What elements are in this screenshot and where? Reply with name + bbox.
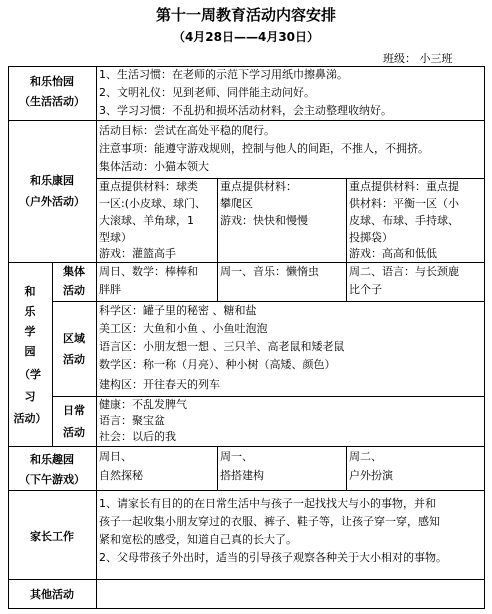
richang-line: 语言：聚宝盆 <box>99 414 165 427</box>
hexue-side-char: （学 <box>19 368 41 381</box>
heyou-cell-line: 周日、 <box>99 450 132 463</box>
hekang-col1-line: 一区:(小皮球、球门、 <box>99 197 206 210</box>
jiti-cell-line: 胖胖 <box>99 283 121 296</box>
quyu-label: 区域 <box>63 332 85 345</box>
jiti-cell-line: 比个子 <box>349 283 382 296</box>
richang-line: 社会：以后的我 <box>99 430 176 443</box>
heyi-subtitle: （生活活动） <box>19 95 85 108</box>
hekang-col3-line: 重点提供材料：重点提 <box>349 180 459 193</box>
hexue-side-char: 园 <box>24 345 36 358</box>
parents-line: 2、父母带孩子外出时，适当的引导孩子观察各种关于大小相对的事物。 <box>99 551 447 564</box>
heyi-line: 2、文明礼仪：见到老师、同伴能主动问好。 <box>99 86 315 99</box>
heyou-cell-line: 户外扮演 <box>349 469 393 482</box>
hexue-side-char: 习 <box>24 390 36 403</box>
hekang-col1-line: 重点提供材料：球类 <box>99 180 198 193</box>
hexue-side-char: 和 <box>24 285 36 298</box>
hekang-col3-line: 游戏：高高和低低 <box>349 247 437 260</box>
heyou-cell-line: 自然探秘 <box>99 469 143 482</box>
hekang-col1-line: 大滚球、羊角球，1 <box>99 214 194 227</box>
hekang-group: 集体活动：小猫本领大 <box>99 160 209 173</box>
richang-label: 活动 <box>63 426 85 439</box>
hekang-note: 注意事项：能遵守游戏规则，控制与他人的间距，不推人，不拥挤。 <box>99 142 429 155</box>
other-title: 其他活动 <box>30 588 74 601</box>
parents-line: 孩子一起收集小朋友穿过的衣服、裤子、鞋子等，让孩子穿一穿，感知 <box>99 515 440 528</box>
parents-title: 家长工作 <box>30 530 74 543</box>
class-name: 小三班 <box>419 52 453 65</box>
heyou-cell-line: 搭搭建构 <box>220 469 264 482</box>
quyu-line: 科学区：罐子里的秘密 、糖和盐 <box>99 304 257 317</box>
hexue-side-char: 学 <box>24 325 36 338</box>
hekang-col1-line: 游戏：灌篮高手 <box>99 247 176 260</box>
date-range: （4月28日——4月30日） <box>172 30 320 44</box>
heyou-subtitle: （下午游戏） <box>19 473 85 486</box>
quyu-line: 建构区：开往春天的列车 <box>99 378 220 391</box>
quyu-line: 语言区：小朋友想一想 、三只羊、高老鼠和矮老鼠 <box>99 340 345 353</box>
parents-line: 1、请家长有目的的在日常生活中与孩子一起找找大与小的事物，并和 <box>99 497 436 510</box>
hekang-col3-line: 供材料：平衡一区（小 <box>349 197 459 210</box>
heyi-title: 和乐怡园 <box>30 75 74 88</box>
hekang-col1-line: 型球） <box>99 231 132 244</box>
richang-label: 日常 <box>63 404 85 417</box>
hekang-col3-line: 皮球、布球、手持球、 <box>349 214 459 227</box>
heyi-line: 3、学习习惯：不乱扔和损坏活动材料，会主动整理收纳好。 <box>99 104 392 117</box>
hekang-col3-line: 投掷袋） <box>349 231 393 244</box>
quyu-line: 数学区：称一称（月亮）、种小树（高矮、颜色） <box>99 358 336 371</box>
hekang-title: 和乐康园 <box>30 174 74 187</box>
page-title: 第十一周教育活动内容安排 <box>155 6 336 24</box>
class-label: 班级： <box>383 52 416 65</box>
hekang-goal: 活动目标：尝试在高处平稳的爬行。 <box>99 124 275 137</box>
parents-line: 紧和宽松的感受，知道自己真的长大了。 <box>99 533 297 546</box>
hekang-subtitle: （户外活动） <box>19 195 85 208</box>
heyou-cell-line: 周一、 <box>220 450 253 463</box>
hekang-col2-line: 游戏：快快和慢慢 <box>220 214 308 227</box>
hexue-side-char: 活动） <box>13 412 47 425</box>
hekang-col2-line: 重点提供材料： <box>220 180 297 193</box>
richang-line: 健康：不乱发脾气 <box>99 398 187 411</box>
heyi-line: 1、生活习惯：在老师的示范下学习用纸巾擦鼻涕。 <box>99 68 348 81</box>
hexue-side-char: 乐 <box>24 305 36 318</box>
quyu-line: 美工区：大鱼和小鱼 、小鱼吐泡泡 <box>99 322 268 335</box>
jiti-label: 集体 <box>63 265 85 278</box>
heyou-cell-line: 周二、 <box>349 450 382 463</box>
jiti-cell-line: 周日、数学：棒棒和 <box>99 265 198 278</box>
jiti-cell-line: 周一、音乐：懒惰虫 <box>220 265 319 278</box>
jiti-label: 活动 <box>63 284 85 297</box>
quyu-label: 活动 <box>63 353 85 366</box>
hekang-col2-line: 攀爬区 <box>220 197 253 210</box>
jiti-cell-line: 周二、语言：与长颈鹿 <box>349 265 459 278</box>
heyou-title: 和乐趣园 <box>30 453 74 466</box>
